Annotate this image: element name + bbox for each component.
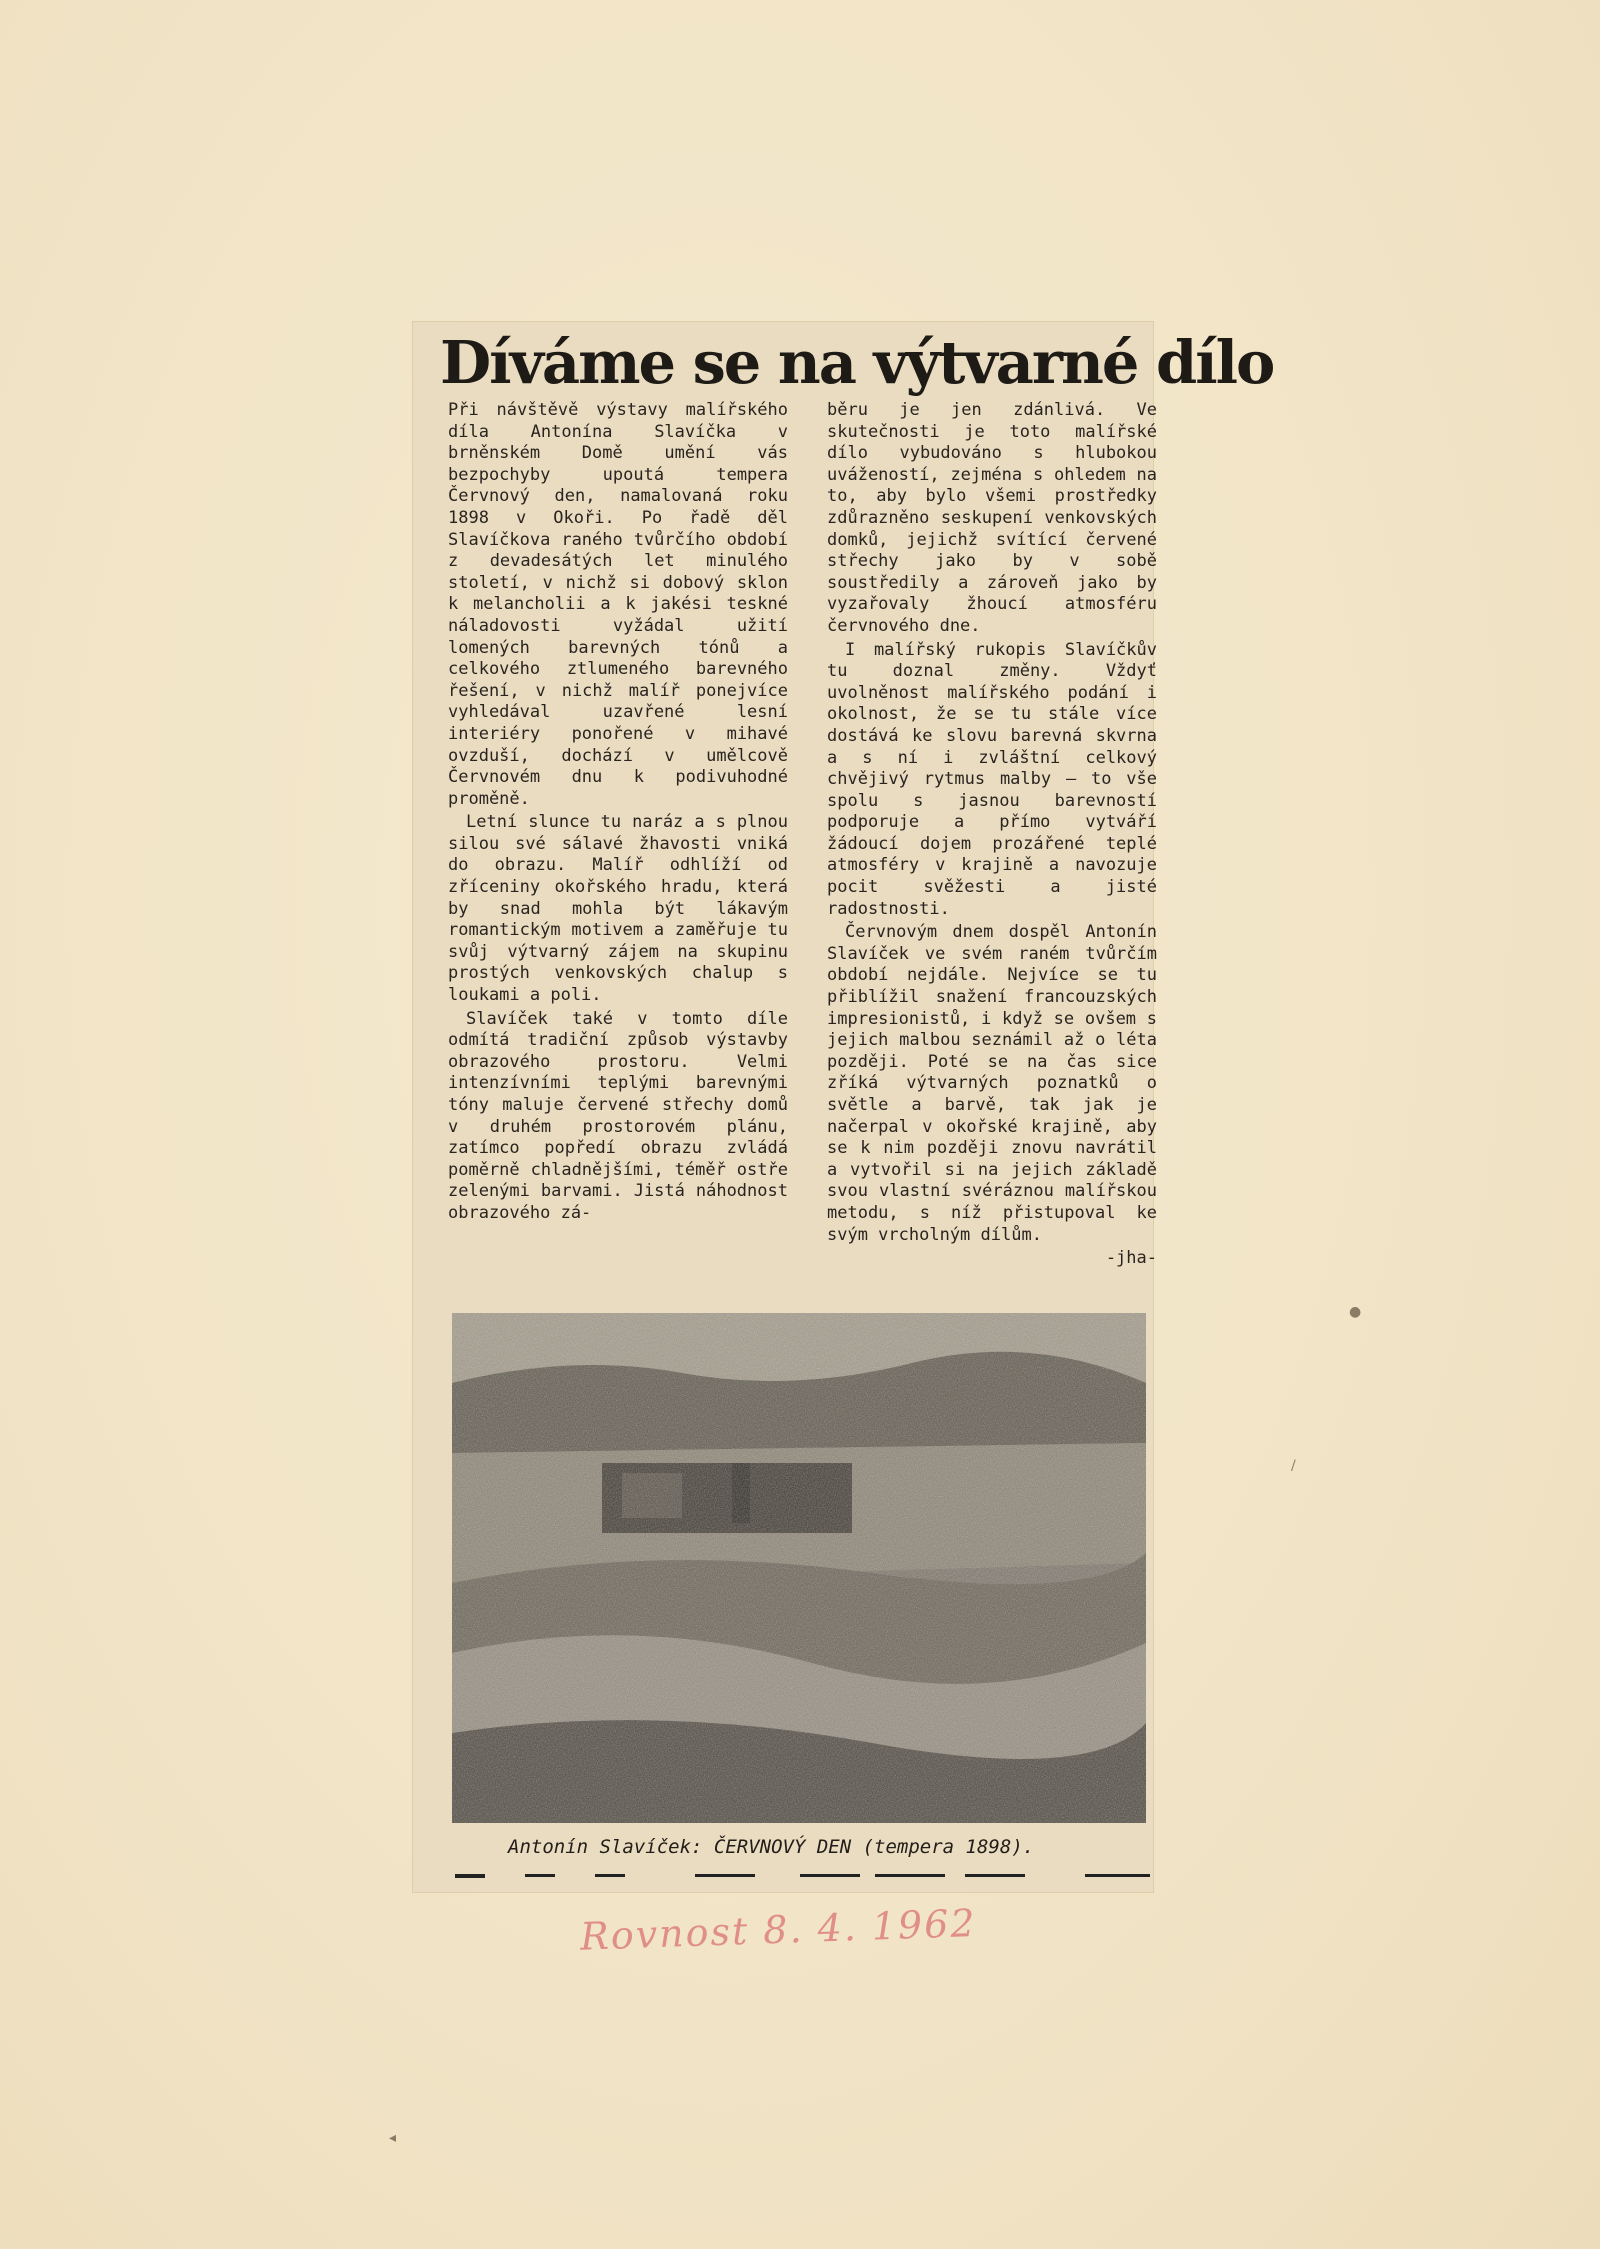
- article-headline: Díváme se na výtvarné dílo: [440, 328, 1274, 397]
- painting-image: [452, 1313, 1146, 1823]
- painting-reproduction: [452, 1313, 1146, 1823]
- handwritten-source-note: Rovnost 8. 4. 1962: [579, 1900, 978, 1959]
- paper-speck: /: [1291, 1458, 1296, 1474]
- paragraph: Červnovým dnem dospěl Antonín Slavíček ve svém raném tvůrčím období nejdále. Nejvíce se tu přiblížil snažení francouzských impresionistů, i když se ovšem s jejich malbou seznámil až o léta později. Poté se na čas sice zříká výtvarných poznatků o světle a barvě, tak jak je načerpal v okořské krajině, aby se k nim později znovu navrátil a vytvořil si na jejich základě svou vlastní svéráznou malířskou metodu, s níž přistupoval ke svým vrcholným dílům.: [827, 922, 1157, 1245]
- article-column-left: [448, 400, 788, 1227]
- paragraph: Slavíček také v tomto díle odmítá tradiční způsob výstavby obrazového prostoru. Velmi intenzívními teplými barevnými tóny maluje červené střechy domů v druhém prostorovém plánu, zatímco popředí obrazu zvládá poměrně chladnějšími, téměř ostře zelenými barvami. Jistá náhodnost obrazového zá-: [448, 1008, 788, 1223]
- paragraph: Letní slunce tu naráz a s plnou silou své sálavé žhavosti vniká do obrazu. Malíř odhlíží od zříceniny okořského hradu, která by snad mohla být lákavým romantickým motivem a zaměřuje tu svůj výtvarný zájem na skupinu prostých venkovských chalup s loukami a poli.: [448, 812, 788, 1006]
- column-rule-marks: [455, 1874, 1150, 1880]
- article-column-right: [827, 400, 1157, 1270]
- paragraph: běru je jen zdánlivá. Ve skutečnosti je toto malířské dílo vybudováno s hlubokou uvážeností, zejména s ohledem na to, aby bylo všemi prostředky zdůrazněno seskupení venkovských domků, jejichž svítící červené střechy jako by v sobě soustředily a zároveň jako by vyzařovaly žhoucí atmosféru červnového dne.: [827, 400, 1157, 636]
- paper-speck: ●: [1349, 1304, 1362, 1320]
- paragraph: Při návštěvě výstavy malířského díla Antonína Slavíčka v brněnském Domě umění vás bezpochyby upoutá tempera Červnový den, namalovaná roku 1898 v Okoři. Po řadě děl Slavíčkova raného tvůrčího období z devadesátých let minulého století, v nichž si dobový sklon k melancholii a k jakési teskné náladovosti vyžádal užití lomených barevných tónů a celkového ztlumeného barevného řešení, v nichž malíř ponejvíce vyhledával uzavřené lesní interiéry ponořené v mihavé ovzduší, dochází v umělcově Červnovém dnu k podivuhodné proměně.: [448, 400, 788, 809]
- image-caption: Antonín Slavíček: ČERVNOVÝ DEN (tempera 1898).: [508, 1836, 1035, 1858]
- author-byline: -jha-: [1105, 1248, 1157, 1269]
- paper-speck: ◂: [389, 2130, 397, 2146]
- paragraph: I malířský rukopis Slavíčkův tu doznal změny. Vždyť uvolněnost malířského podání i okolnost, že se tu stále více dostává ke slovu barevná skvrna a s ní i zvláštní celkový chvějivý rytmus malby — to vše spolu s jasnou barevností podporuje a přímo vytváří žádoucí dojem prozářené teplé atmosféry v krajině a navozuje pocit svěžesti a jisté radostnosti.: [827, 639, 1157, 919]
